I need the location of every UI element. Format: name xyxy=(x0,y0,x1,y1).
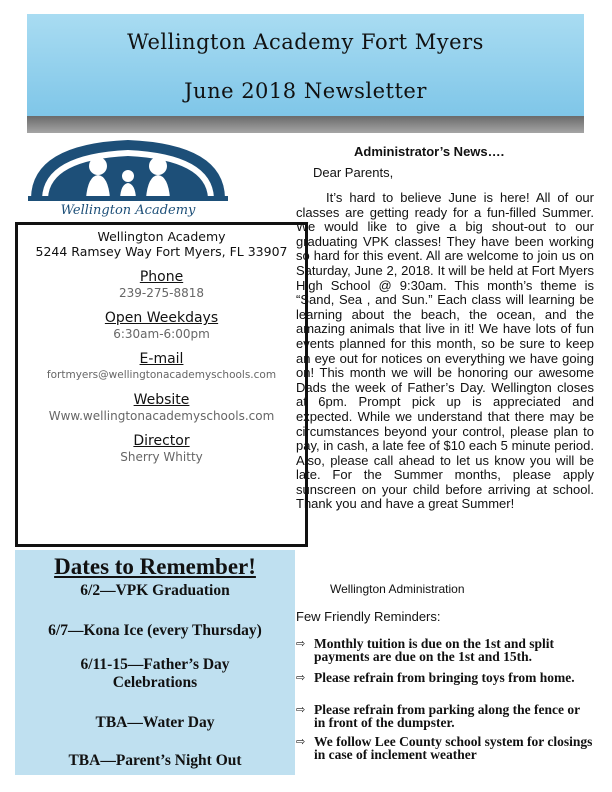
hours-value: 6:30am-6:00pm xyxy=(113,327,210,341)
arrow-right-icon: ⇨ xyxy=(296,735,306,748)
contact-address: 5244 Ramsey Way Fort Myers, FL 33907 xyxy=(35,244,288,259)
admin-greeting: Dear Parents, xyxy=(313,165,394,180)
newsletter-banner xyxy=(27,14,584,116)
arrow-right-icon: ⇨ xyxy=(296,637,306,650)
school-logo xyxy=(28,136,228,222)
admin-news-body xyxy=(296,191,594,512)
admin-news-text: It’s hard to believe June is here! All of our classes are getting ready for a fun-filled Summer. We would like to give a big shout-out to our graduating VPK classes! They have been working so hard for this event. All are welcome to join us on Saturday, June 2, 2018. It will be held at Fort Myers High School @ 9:30am. This month’s theme is “Sand, Sea , and Sun.” Each class will learning be learning about the beach, the ocean, and the amazing animals that live in it! We have lots of fun events planned for this month, so be sure to keep an eye out for notices on everything we have going on! This month we will be honoring our awesome Dads the week of Father’s Day. Wellington closes at 6pm. Prompt pick up is appreciated and expected. While we understand that there may be circumstances beyond your control, please plan to pay, in cash, a late fee of $10 each 5 minute period. Also, please call ahead to let us know you will be late. For the Summer months, please apply sunscreen on your child before arriving at school. Thank you and have a great Summer! xyxy=(296,190,594,512)
date-item: TBA—Parent’s Night Out xyxy=(68,752,242,769)
director-name: Sherry Whitty xyxy=(120,450,203,464)
reminders-title: Few Friendly Reminders: xyxy=(296,609,441,624)
logo-text: Wellington Academy xyxy=(60,203,196,218)
hours-label: Open Weekdays xyxy=(104,310,219,326)
reminder-text: Please refrain from parking along the fence or in front of the dumpster. xyxy=(314,702,580,730)
friendly-reminders xyxy=(296,609,596,762)
date-item: 6/7—Kona Ice (every Thursday) xyxy=(48,622,262,639)
dates-to-remember xyxy=(15,550,295,775)
contact-name: Wellington Academy xyxy=(97,229,226,244)
director-label: Director xyxy=(133,433,190,449)
admin-news-title: Administrator’s News…. xyxy=(354,144,505,159)
email-label: E-mail xyxy=(139,351,184,367)
phone-label: Phone xyxy=(139,269,184,285)
reminder-text: We follow Lee County school system for closings in case of inclement weather xyxy=(314,734,593,762)
date-item: 6/2—VPK Graduation xyxy=(80,582,230,599)
date-item: 6/11-15—Father’s Day Celebrations xyxy=(80,656,230,691)
banner-divider-bar xyxy=(27,116,584,133)
dates-title: Dates to Remember! xyxy=(54,554,256,579)
admin-signature: Wellington Administration xyxy=(330,582,465,596)
date-item: TBA—Water Day xyxy=(95,714,215,731)
arrow-right-icon: ⇨ xyxy=(296,671,306,684)
newsletter-title: June 2018 Newsletter xyxy=(184,79,427,103)
email-address: fortmyers@wellingtonacademyschools.com xyxy=(46,369,277,381)
website-label: Website xyxy=(133,392,190,408)
phone-number: 239-275-8818 xyxy=(118,286,204,300)
contact-box xyxy=(15,222,308,547)
website-url: Www.wellingtonacademyschools.com xyxy=(48,409,275,423)
reminder-text: Please refrain from bringing toys from home. xyxy=(314,670,575,685)
arrow-right-icon: ⇨ xyxy=(296,703,306,716)
family-silhouette-logo-icon xyxy=(28,136,228,206)
school-name: Wellington Academy Fort Myers xyxy=(127,30,484,54)
reminder-text: Monthly tuition is due on the 1st and split payments are due on the 1st and 15th. xyxy=(314,636,555,664)
